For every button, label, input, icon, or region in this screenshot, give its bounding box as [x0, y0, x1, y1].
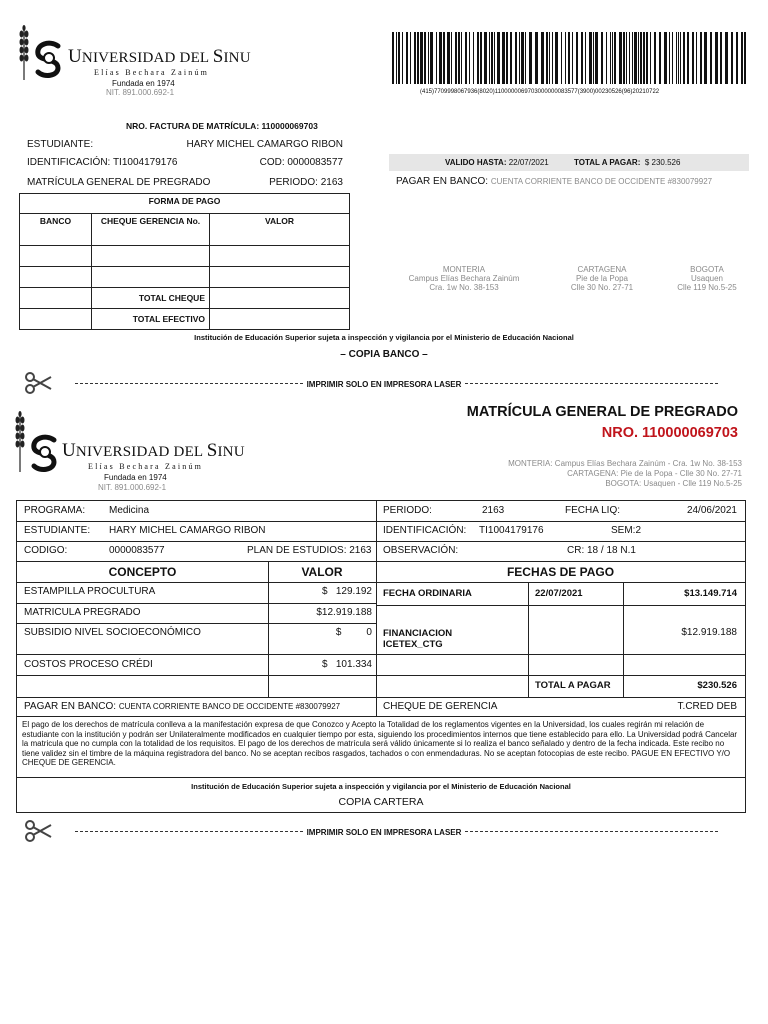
university-name: UNIVERSIDAD DEL SINU	[62, 440, 245, 461]
university-founder: Elías Bechara Zainúm	[88, 462, 204, 471]
codigo-label: CODIGO:	[24, 545, 68, 556]
pay-bank-line: PAGAR EN BANCO: CUENTA CORRIENTE BANCO DE OCCIDENTE #830079927	[396, 176, 713, 187]
bank-account: CUENTA CORRIENTE BANCO DE OCCIDENTE #830079927	[490, 177, 713, 186]
barcode-bar	[595, 32, 598, 84]
barcode-bar	[461, 32, 462, 84]
university-name: UNIVERSIDAD DEL SINU	[68, 46, 251, 67]
invoice-number: NRO. FACTURA DE MATRÍCULA: 110000069703	[126, 121, 318, 131]
barcode-bar	[436, 32, 437, 84]
payment-cell	[20, 267, 92, 288]
barcode-bar	[704, 32, 707, 84]
barcode-bar	[420, 32, 423, 84]
estudiante-value: HARY MICHEL CAMARGO RIBON	[109, 525, 266, 536]
total-pagar-label: TOTAL A PAGAR	[535, 680, 611, 691]
nit-text: NIT. 891.000.692-1	[98, 483, 167, 492]
barcode-bar	[424, 32, 426, 84]
financiacion-label: FINANCIACION ICETEX_CTG	[383, 628, 453, 650]
semester: SEM:2	[611, 525, 642, 536]
valid-until: 22/07/2021	[508, 158, 549, 167]
barcode-bar	[696, 32, 697, 84]
bank-account: CUENTA CORRIENTE BANCO DE OCCIDENTE #830079927	[118, 702, 341, 711]
barcode-bar	[443, 32, 445, 84]
ident-label: IDENTIFICACIÓN:	[383, 525, 467, 536]
credits: CR: 18 / 18 N.1	[567, 545, 636, 556]
barcode-bar	[510, 32, 512, 84]
periodo-value: 2163	[482, 505, 505, 516]
barcode-bar	[417, 32, 419, 84]
student-info-rows	[17, 501, 745, 561]
barcode-bar	[396, 32, 397, 84]
payment-cell	[210, 246, 350, 267]
barcode-bar	[477, 32, 479, 84]
campus-addresses	[508, 459, 742, 489]
barcode-bar	[593, 32, 594, 84]
id-value: TI1004179176	[112, 157, 178, 168]
barcode-bar	[451, 32, 452, 84]
barcode-bar	[585, 32, 586, 84]
fecha-ordinaria-value: $13.149.714	[684, 588, 737, 599]
institution-note-cartera: Institución de Educación Superior sujeta a inspección y vigilancia por el Ministerio de Educación Nacional	[191, 782, 571, 791]
campus-cartagena: CARTAGENA Pie de la Popa Clle 30 No. 27-71	[570, 265, 634, 292]
cod-value: 0000083577	[287, 157, 343, 168]
barcode-bar	[669, 32, 670, 84]
barcode-bar	[676, 32, 677, 84]
barcode-bar	[398, 32, 400, 84]
student-name: HARY MICHEL CAMARGO RIBON	[186, 139, 343, 150]
barcode-bar	[491, 32, 493, 84]
estudiante-label: ESTUDIANTE:	[24, 525, 91, 536]
payment-cell	[20, 246, 92, 267]
pay-bank-row	[17, 697, 745, 717]
barcode-bar	[439, 32, 442, 84]
barcode-bar	[458, 32, 460, 84]
pay-bank-label: PAGAR EN BANCO: CUENTA CORRIENTE BANCO DE OCCIDENTE #830079927	[24, 701, 341, 712]
barcode-bar	[700, 32, 702, 84]
barcode	[392, 32, 746, 84]
cut-label: IMPRIMIR SOLO EN IMPRESORA LASER	[304, 380, 465, 389]
concept-value: $ 129.192	[321, 586, 372, 597]
barcode-bar	[643, 32, 645, 84]
barcode-bar	[654, 32, 656, 84]
barcode-bar	[720, 32, 722, 84]
col-cheque: CHEQUE GERENCIA No.	[92, 214, 210, 246]
fecha-ordinaria-label: FECHA ORDINARIA	[383, 588, 472, 599]
campus-bogota: BOGOTA Usaquen Clle 119 No.5-25	[677, 265, 737, 292]
barcode-bar	[484, 32, 487, 84]
barcode-bar	[572, 32, 573, 84]
periodo-value: 2163	[320, 177, 343, 188]
barcode-bar	[680, 32, 681, 84]
payment-form-title: FORMA DE PAGO	[20, 194, 350, 214]
ident-value: TI1004179176	[479, 525, 544, 536]
total-cheque-label: TOTAL CHEQUE	[92, 288, 210, 309]
barcode-bar	[515, 32, 517, 84]
col-bank: BANCO	[20, 214, 92, 246]
barcode-bar	[494, 32, 495, 84]
founded-text: Fundada en 1974	[112, 79, 175, 88]
concepts-body	[17, 583, 745, 697]
fechas-header: FECHAS DE PAGO	[506, 565, 615, 579]
tcred-deb: T.CRED DEB	[677, 701, 737, 712]
codigo-value: 0000083577	[109, 545, 165, 556]
copy-bank-label: – COPIA BANCO –	[340, 349, 428, 360]
campus-monteria: MONTERIA Campus Elías Bechara Zainúm Cra. 1w No. 38-153	[408, 265, 520, 292]
id-label: IDENTIFICACIÓN:	[27, 157, 111, 168]
total-efectivo-label: TOTAL EFECTIVO	[92, 309, 210, 330]
address-monteria: MONTERIA: Campus Elías Bechara Zainúm - Cra. 1w No. 38-153	[508, 459, 742, 468]
institution-note-bank: Institución de Educación Superior sujeta a inspección y vigilancia por el Ministerio de Educación Nacional	[194, 333, 574, 342]
barcode-bar	[576, 32, 578, 84]
fecha-ordinaria-date: 22/07/2021	[535, 588, 583, 599]
barcode-bar	[664, 32, 667, 84]
barcode-bar	[614, 32, 616, 84]
barcode-bar	[519, 32, 520, 84]
barcode-bar	[529, 32, 532, 84]
barcode-bar	[406, 32, 408, 84]
payment-cell	[210, 267, 350, 288]
payment-cell	[92, 246, 210, 267]
student-label: ESTUDIANTE:	[27, 139, 94, 150]
barcode-bar	[632, 32, 633, 84]
barcode-bar	[568, 32, 570, 84]
barcode-bar	[392, 32, 394, 84]
barcode-bar	[525, 32, 526, 84]
barcode-bar	[725, 32, 728, 84]
total-pagar-value: $230.526	[697, 680, 737, 691]
barcode-bar	[659, 32, 661, 84]
barcode-bar	[741, 32, 743, 84]
observacion-label: OBSERVACIÓN:	[383, 545, 459, 556]
fecha-liq-value: 24/06/2021	[686, 505, 737, 516]
document-title: MATRÍCULA GENERAL DE PREGRADO	[466, 404, 738, 420]
barcode-bar	[744, 32, 746, 84]
barcode-bar	[634, 32, 637, 84]
barcode-bar	[650, 32, 651, 84]
barcode-bar	[410, 32, 411, 84]
wheat-icon	[14, 410, 26, 472]
barcode-bar	[672, 32, 673, 84]
barcode-bar	[581, 32, 583, 84]
col-value: VALOR	[210, 214, 350, 246]
barcode-bar	[687, 32, 689, 84]
barcode-bar	[612, 32, 613, 84]
barcode-bar	[638, 32, 639, 84]
barcode-bar	[414, 32, 416, 84]
programa-label: PROGRAMA:	[24, 505, 86, 516]
nit-text: NIT. 891.000.692-1	[106, 88, 175, 97]
university-logo-bottom	[14, 408, 254, 498]
periodo-label: PERIODO:	[383, 505, 432, 516]
university-emblem-icon	[32, 40, 66, 78]
barcode-bar	[473, 32, 474, 84]
concept-header-row	[17, 561, 745, 583]
barcode-bar	[619, 32, 622, 84]
programa-value: Medicina	[109, 505, 150, 516]
barcode-bar	[710, 32, 712, 84]
concept-value: $12.919.188	[316, 607, 372, 618]
valor-header: VALOR	[301, 565, 343, 579]
barcode-bar	[565, 32, 566, 84]
concept-value: $ 0	[335, 627, 372, 638]
barcode-bar	[430, 32, 433, 84]
barcode-bar	[546, 32, 548, 84]
barcode-text: (415)7709998067936(8020)1100000069703000000083577(3900)00230526(96)20210722	[420, 89, 660, 95]
barcode-bar	[646, 32, 648, 84]
plan-estudios: PLAN DE ESTUDIOS: 2163	[247, 545, 372, 556]
barcode-bar	[402, 32, 403, 84]
barcode-bar	[640, 32, 642, 84]
barcode-bar	[489, 32, 490, 84]
concept-name: MATRICULA PREGRADO	[24, 607, 141, 618]
barcode-bar	[561, 32, 562, 84]
concept-name: COSTOS PROCESO CRÉDI	[24, 659, 153, 670]
barcode-bar	[715, 32, 718, 84]
concept-name: ESTAMPILLA PROCULTURA	[24, 586, 156, 597]
fecha-liq-label: FECHA LIQ:	[565, 505, 621, 516]
valid-total-bar: VALIDO HASTA: 22/07/2021 TOTAL A PAGAR: $ 230.526	[389, 154, 749, 171]
document-number: NRO. 110000069703	[601, 425, 738, 441]
concepto-header: CONCEPTO	[108, 565, 177, 579]
founded-text: Fundada en 1974	[104, 473, 167, 482]
total-to-pay: $ 230.526	[644, 158, 681, 167]
barcode-bar	[623, 32, 625, 84]
barcode-bar	[469, 32, 470, 84]
barcode-bar	[455, 32, 457, 84]
barcode-bar	[555, 32, 558, 84]
wheat-icon	[18, 24, 30, 80]
payment-cell	[92, 267, 210, 288]
barcode-bar	[535, 32, 538, 84]
barcode-bar	[502, 32, 505, 84]
barcode-bar	[589, 32, 592, 84]
barcode-bar	[678, 32, 679, 84]
payment-form-table	[19, 193, 350, 330]
barcode-bar	[731, 32, 733, 84]
barcode-bar	[629, 32, 630, 84]
bank-copy-student-info: ESTUDIANTE: HARY MICHEL CAMARGO RIBON IDENTIFICACIÓN: TI1004179176 COD: 0000083577 MATRÍCULA GENERAL DE PREGRADO PERIODO: 2163	[27, 139, 343, 188]
barcode-bar	[736, 32, 738, 84]
barcode-bar	[447, 32, 450, 84]
university-emblem-icon	[28, 434, 62, 472]
barcode-bar	[683, 32, 685, 84]
cut-label: IMPRIMIR SOLO EN IMPRESORA LASER	[304, 828, 465, 837]
copy-cartera-label: COPIA CARTERA	[338, 796, 424, 808]
cartera-detail-box	[16, 500, 746, 813]
barcode-bar	[601, 32, 603, 84]
barcode-bar	[610, 32, 611, 84]
barcode-bar	[549, 32, 550, 84]
matricula-type: MATRÍCULA GENERAL DE PREGRADO	[27, 177, 211, 188]
university-logo-top	[18, 22, 258, 102]
disclaimer-text: El pago de los derechos de matrícula conlleva a la manifestación expresa de que Conozco y Acepto la Totalidad de los reglamentos vigentes en la Universidad, los cuales regirán mi relación de estudiante con la institución y podrán ser Unilateralmente modificados en cualquier tiempo por esta, siguiendo los procedimientos internos que tiene establecido para ello. La Universidad podrá Cancelar la matricula que no cumpla con la totalidad de los requisitos. El pago de los derechos de matrícula será válido únicamente si lo realiza el banco señalado y dentro de la fecha indicada. Este recibo no tiene validez sin el timbre de la máquina registradora del banco. No se aceptan recibos rasgados, tachados o con enmendaduras. No se aceptan fotocopias de este recibo. PAGUE EN EFECTIVO Y/O CHEQUE DE GERENCIA.	[22, 720, 738, 768]
barcode-bar	[506, 32, 508, 84]
barcode-bar	[497, 32, 500, 84]
university-founder: Elías Bechara Zainúm	[94, 68, 210, 77]
concept-value: $ 101.334	[321, 659, 372, 670]
address-bogota: BOGOTA: Usaquen - Clle 119 No.5-25	[605, 479, 742, 488]
financiacion-value: $12.919.188	[681, 627, 737, 638]
barcode-bar	[521, 32, 524, 84]
barcode-bar	[465, 32, 467, 84]
cheque-gerencia-label: CHEQUE DE GERENCIA	[383, 701, 498, 712]
barcode-bar	[606, 32, 607, 84]
barcode-bar	[552, 32, 553, 84]
barcode-bar	[541, 32, 544, 84]
barcode-bar	[480, 32, 482, 84]
barcode-bar	[692, 32, 694, 84]
concept-name: SUBSIDIO NIVEL SOCIOECONÓMICO	[24, 627, 201, 638]
address-cartagena: CARTAGENA: Pie de la Popa - Clle 30 No. 27-71	[567, 469, 742, 478]
barcode-bar	[626, 32, 627, 84]
barcode-bar	[428, 32, 429, 84]
